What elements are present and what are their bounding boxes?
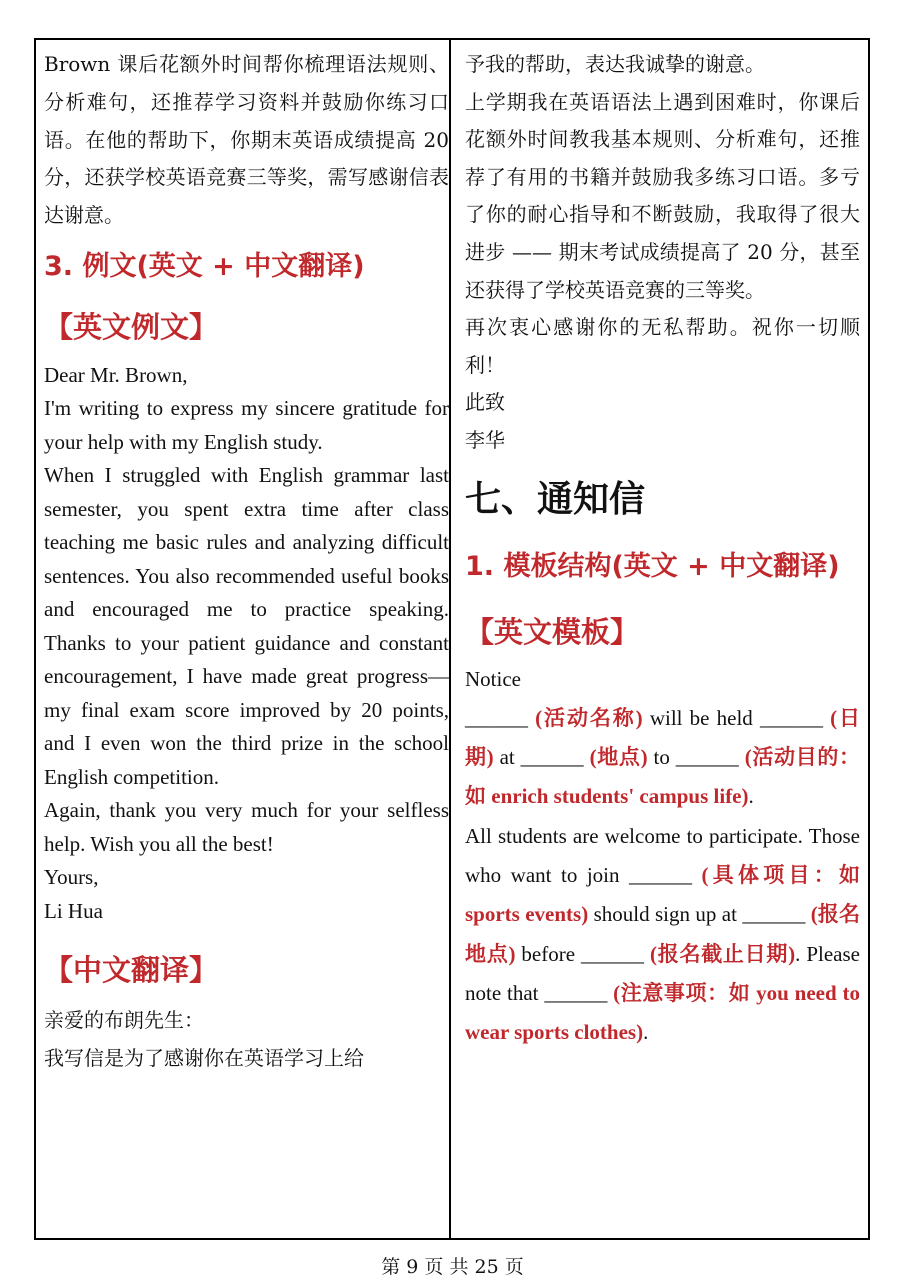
- letter-signature: Li Hua: [44, 898, 103, 923]
- blank-1: ______: [465, 705, 528, 730]
- letter-para-3: Again, thank you very much for your selfless help. Wish you all the best!: [44, 798, 449, 856]
- to-text: to: [647, 745, 676, 770]
- letter-para-2: When I struggled with English grammar last semester, you spent extra time after class teaching me basic rules and analyzing difficult sentences. You also recommended useful books and encouraged me to practice speaking. Thanks to your patient guidance and constant encouragement, I have made great progress—my final exam score improved by 20 points, and I even won the third prize in the school English competition.: [44, 463, 449, 789]
- chinese-translation-heading: 【中文翻译】: [44, 953, 219, 988]
- english-sample-heading: 【英文例文】: [44, 309, 219, 344]
- sign-up-at-text: should sign up at: [588, 902, 743, 927]
- purpose-hint: (活动目的：如 enrich students' campus life): [465, 745, 861, 809]
- section7-heading: 七、通知信: [465, 478, 646, 520]
- place-hint: (地点): [589, 745, 648, 770]
- date-hint: (日期): [465, 705, 860, 770]
- at-text: at: [493, 745, 521, 770]
- section3-heading: 3. 例文(英文 + 中文翻译): [44, 250, 365, 282]
- deadline-hint: (报名截止日期): [650, 941, 796, 966]
- items-hint: (具体项目：如 sports events): [465, 863, 860, 927]
- template-heading: 1. 模板结构(英文 + 中文翻译): [465, 550, 840, 582]
- letter-para-1: I'm writing to express my sincere gratitude for your help with my English study.: [44, 396, 449, 454]
- english-template-heading: 【英文模板】: [465, 614, 640, 649]
- chinese-letter-rest: [465, 46, 860, 460]
- right-column: [451, 40, 868, 1238]
- zh-closing: 此致: [465, 390, 505, 415]
- english-letter: [44, 359, 449, 929]
- task-intro: [44, 46, 449, 235]
- page-frame: [34, 38, 870, 1240]
- blank-6: ______: [742, 902, 806, 927]
- notice-template: [465, 660, 860, 1053]
- letter-closing: Yours,: [44, 865, 99, 890]
- before-text: before: [515, 941, 582, 966]
- page-footer: 第 9 页 共 25 页: [381, 1256, 524, 1278]
- period-1: .: [748, 784, 754, 809]
- welcome-text: All students are welcome to participate. Those who want to join: [465, 823, 860, 888]
- zh-para-1-start: 我写信是为了感谢你在英语学习上给: [44, 1046, 364, 1071]
- notes-hint: (注意事项：如 you need to wear sports clothes): [465, 980, 860, 1045]
- chinese-letter-start: [44, 1002, 449, 1078]
- task-intro-text: Brown 课后花额外时间帮你梳理语法规则、分析难句，还推荐学习资料并鼓励你练习口语。在他的帮助下，你期末英语成绩提高 20 分，还获学校英语竞赛三等奖，需写感谢信表达谢意。: [44, 52, 449, 228]
- blank-5: ______: [629, 863, 692, 888]
- please-note-text: . Please note that: [465, 941, 860, 1005]
- blank-8: ______: [544, 980, 608, 1005]
- zh-para-2: 上学期我在英语语法上遇到困难时，你课后花额外时间教我基本规则、分析难句，还推荐了有用的书籍并鼓励我多练习口语。多亏了你的耐心指导和不断鼓励，我取得了很大进步 —— 期末考试成绩提高了 20 分，甚至还获得了学校英语竞赛的三等奖。: [465, 89, 860, 302]
- notice-body-1: [465, 699, 860, 817]
- activity-name-hint: (活动名称): [535, 705, 643, 730]
- blank-2: ______: [759, 705, 823, 730]
- left-column: [36, 40, 451, 1238]
- zh-signature: 李华: [465, 427, 505, 452]
- signup-place-hint: (报名地点): [465, 902, 861, 966]
- zh-para-1-end: 予我的帮助，表达我诚挚的谢意。: [465, 52, 765, 76]
- zh-salutation: 亲爱的布朗先生：: [44, 1008, 204, 1033]
- notice-body-2: [465, 817, 860, 1053]
- will-be-held-text: will be held: [642, 705, 760, 730]
- period-2: .: [643, 1020, 649, 1045]
- blank-7: ______: [581, 941, 645, 966]
- blank-3: ______: [520, 745, 584, 770]
- letter-salutation: Dear Mr. Brown,: [44, 362, 188, 387]
- zh-para-3: 再次衷心感谢你的无私帮助。祝你一切顺利！: [465, 315, 860, 377]
- notice-title: Notice: [465, 666, 521, 691]
- blank-4: ______: [675, 745, 739, 770]
